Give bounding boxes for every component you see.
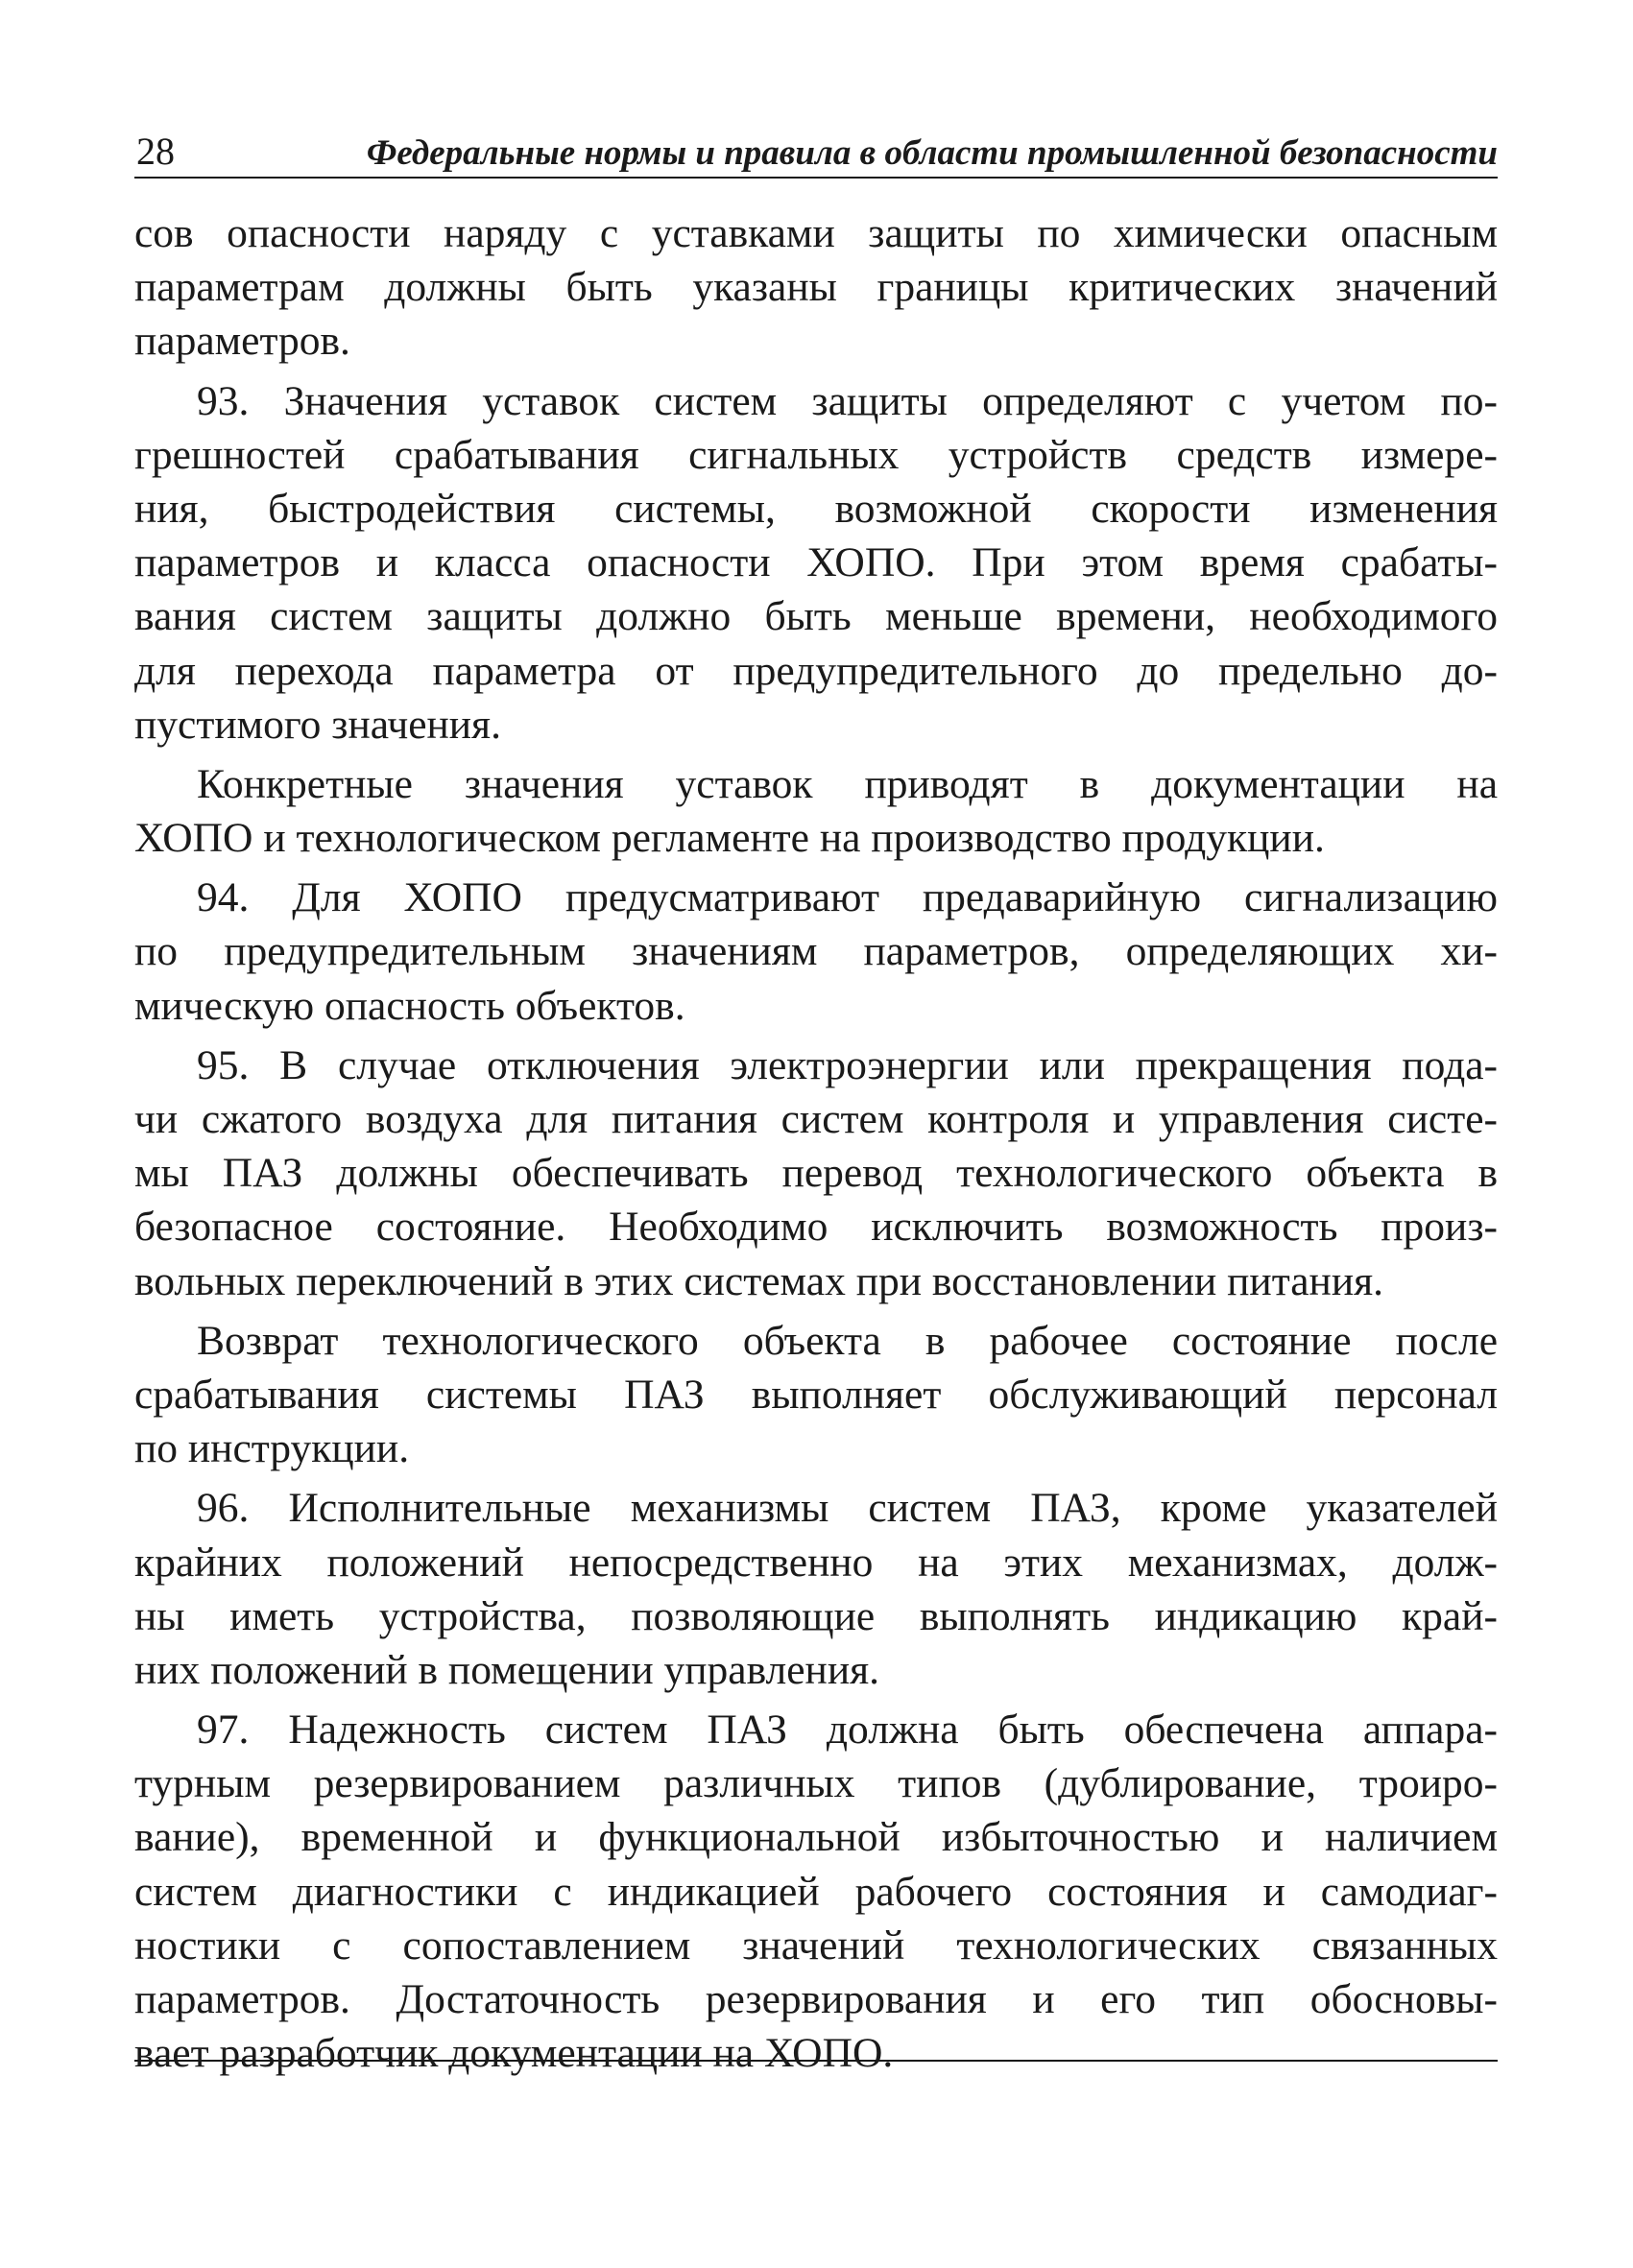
text-line: 94. Для ХОПО предусматривают предаварийную сигнализацию <box>197 874 1498 921</box>
text-line: вания систем защиты должно быть меньше времени, необходимого <box>134 593 1498 640</box>
text-line: параметров. <box>134 318 350 365</box>
text-line: мы ПАЗ должны обеспечивать перевод технологического объекта в <box>134 1150 1498 1197</box>
page-header <box>134 123 1498 179</box>
text-line: по предупредительным значениям параметров, определяющих хи- <box>134 928 1498 975</box>
text-line: параметров и класса опасности ХОПО. При этом время срабаты- <box>134 539 1498 586</box>
text-line: ностики с сопоставлением значений технологических связанных <box>134 1922 1498 1969</box>
text-line: грешностей срабатывания сигнальных устройств средств измере- <box>134 431 1498 478</box>
paragraph-95 <box>134 1039 1498 1308</box>
text-line: безопасное состояние. Необходимо исключить возможность произ- <box>134 1204 1498 1251</box>
text-line: пустимого значения. <box>134 701 501 748</box>
body-text <box>134 206 1498 2080</box>
paragraph-settings <box>134 757 1498 865</box>
text-line: сов опасности наряду с уставками защиты по химически опасным <box>134 210 1498 256</box>
document-page <box>134 123 1498 2080</box>
text-line: турным резервированием различных типов (дублирование, троиро- <box>134 1760 1498 1807</box>
text-line: чи сжатого воздуха для питания систем контроля и управления систе- <box>134 1096 1498 1142</box>
text-line: вает разработчик документации на ХОПО. <box>134 2030 894 2077</box>
text-line: 93. Значения уставок систем защиты определяют с учетом по- <box>197 377 1498 424</box>
paragraph-97 <box>134 1703 1498 2080</box>
text-line: для перехода параметра от предупредительного до предельно до- <box>134 647 1498 694</box>
text-line: крайних положений непосредственно на этих механизмах, долж- <box>134 1539 1498 1586</box>
bottom-rule <box>134 2060 1498 2062</box>
text-line: 95. В случае отключения электроэнергии или прекращения пода- <box>197 1041 1498 1088</box>
text-line: мическую опасность объектов. <box>134 982 685 1029</box>
running-title: Федеральные нормы и правила в области промышленной безопасности <box>366 133 1498 173</box>
text-line: 96. Исполнительные механизмы систем ПАЗ, кроме указателей <box>197 1485 1498 1532</box>
text-line: вание), временной и функциональной избыточностью и наличием <box>134 1814 1498 1861</box>
text-line: срабатывания системы ПАЗ выполняет обслуживающий персонал <box>134 1371 1498 1418</box>
paragraph-continuation <box>134 206 1498 369</box>
text-line: 97. Надежность систем ПАЗ должна быть обеспечена аппара- <box>197 1707 1498 1754</box>
text-line: параметров. Достаточность резервирования и его тип обосновы- <box>134 1976 1498 2022</box>
paragraph-return <box>134 1314 1498 1476</box>
paragraph-96 <box>134 1481 1498 1697</box>
text-line: по инструкции. <box>134 1425 410 1472</box>
text-line: Конкретные значения уставок приводят в документации на <box>197 760 1498 807</box>
text-line: ны иметь устройства, позволяющие выполнять индикацию край- <box>134 1592 1498 1639</box>
text-line: ния, быстродействия системы, возможной скорости изменения <box>134 485 1498 532</box>
text-line: ХОПО и технологическом регламенте на производство продукции. <box>134 815 1325 862</box>
text-line: параметрам должны быть указаны границы критических значений <box>134 264 1498 311</box>
paragraph-93 <box>134 374 1498 752</box>
text-line: Возврат технологического объекта в рабочее состояние после <box>197 1317 1498 1364</box>
paragraph-94 <box>134 871 1498 1033</box>
text-line: вольных переключений в этих системах при восстановлении питания. <box>134 1257 1383 1304</box>
text-line: систем диагностики с индикацией рабочего состояния и самодиаг- <box>134 1868 1498 1915</box>
page-number: 28 <box>136 130 175 173</box>
text-line: них положений в помещении управления. <box>134 1646 879 1693</box>
